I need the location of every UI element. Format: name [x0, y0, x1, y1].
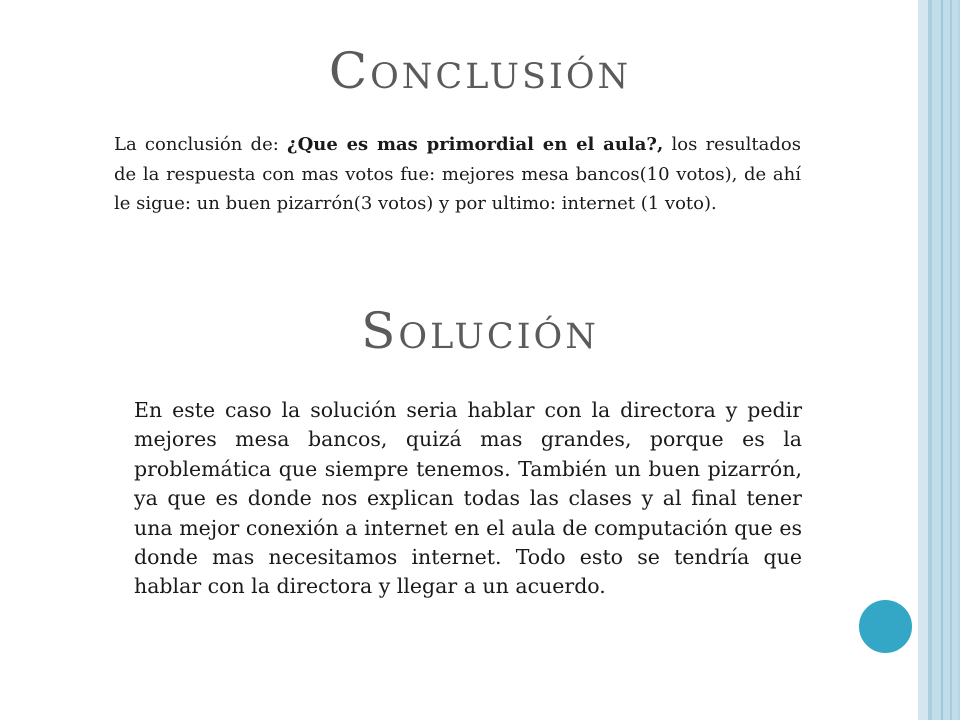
decorative-circle	[856, 597, 915, 656]
decorative-stripe	[950, 0, 952, 720]
conclusion-paragraph	[114, 130, 801, 219]
decorative-stripe	[918, 0, 928, 720]
decorative-stripe	[932, 0, 960, 720]
decorative-stripe	[941, 0, 943, 720]
solution-title: Solución	[361, 302, 599, 360]
conclusion-title: Conclusión	[328, 42, 632, 100]
solution-paragraph: En este caso la solución seria hablar con la directora y pedir mejores mesa bancos, quizá mas grandes, porque es la problemática que siempre tenemos. También un buen pizarrón, ya que es donde nos explican todas las clases y al final tener una mejor conexión a internet en el aula de computación que es donde mas necesitamos internet. Todo esto se tendría que hablar con la directora y llegar a un acuerdo.	[134, 398, 802, 599]
conclusion-rest: los resultados de la respuesta con mas votos fue: mejores mesa bancos(10 votos), de ahí le sigue: un buen pizarrón(3 votos) y por ultimo: internet (1 voto).	[114, 134, 801, 214]
conclusion-question: ¿Que es mas primordial en el aula?,	[287, 134, 664, 155]
decorative-stripe	[928, 0, 932, 720]
conclusion-intro: La conclusión de:	[114, 134, 288, 155]
